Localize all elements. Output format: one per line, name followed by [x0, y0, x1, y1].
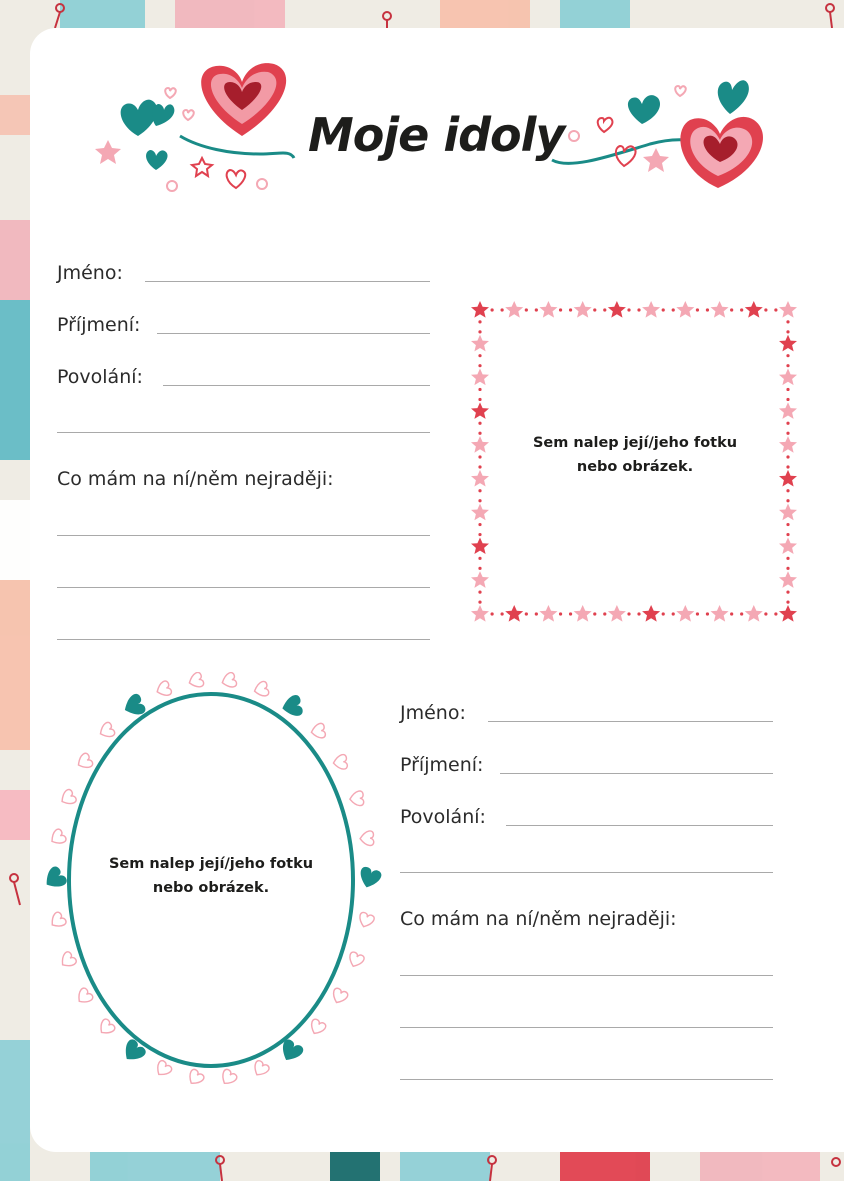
dot-icon — [478, 354, 481, 357]
dot-icon — [478, 499, 481, 502]
dot-icon — [525, 612, 528, 615]
dot-icon — [786, 533, 789, 536]
heart-icon — [75, 752, 94, 771]
dot-icon — [478, 557, 481, 560]
dot-icon — [696, 612, 699, 615]
heart-icon — [154, 680, 172, 699]
occupation-line-2 — [506, 825, 773, 826]
likes-heading-2 — [400, 902, 773, 932]
heart-icon — [357, 866, 383, 891]
surname-field[interactable] — [57, 308, 430, 338]
heart-icon — [251, 1059, 271, 1078]
dot-icon — [478, 422, 481, 425]
heart-icon — [218, 1068, 238, 1087]
heart-icon — [310, 723, 326, 740]
occupation-label: Povolání: — [57, 366, 143, 388]
dot-icon — [535, 308, 538, 311]
dot-icon — [662, 308, 665, 311]
dot-icon — [672, 612, 675, 615]
heart-icon — [333, 754, 348, 770]
dot-icon — [786, 591, 789, 594]
heart-icon — [97, 721, 116, 740]
likes-heading — [57, 462, 430, 492]
dot-icon — [491, 308, 494, 311]
dot-icon — [696, 308, 699, 311]
dot-icon — [786, 601, 789, 604]
dot-icon — [706, 612, 709, 615]
dot-icon — [764, 612, 767, 615]
dot-icon — [786, 557, 789, 560]
surname-field-2[interactable] — [400, 748, 773, 778]
occupation-extra-line-2[interactable] — [400, 872, 773, 873]
dot-icon — [478, 432, 481, 435]
star-icon — [779, 436, 797, 453]
star-icon — [471, 470, 489, 487]
dot-icon — [786, 567, 789, 570]
occupation-field-2[interactable] — [400, 800, 773, 830]
dot-icon — [740, 612, 743, 615]
star-icon — [608, 605, 626, 622]
occupation-field[interactable] — [57, 360, 430, 390]
star-icon — [779, 301, 797, 318]
heart-icon — [96, 1018, 116, 1038]
dot-icon — [478, 364, 481, 367]
dot-icon — [478, 523, 481, 526]
dot-icon — [478, 465, 481, 468]
star-icon — [779, 470, 797, 487]
heart-icon — [330, 987, 349, 1005]
heart-icon — [349, 791, 364, 807]
likes-line-3[interactable] — [57, 639, 430, 640]
photo-placeholder-text-2: Sem nalep její/jeho fotku nebo obrázek. — [108, 856, 314, 896]
star-icon — [779, 504, 797, 521]
dot-icon — [672, 308, 675, 311]
dot-icon — [569, 612, 572, 615]
dot-icon — [786, 354, 789, 357]
likes-line-2-3[interactable] — [400, 1079, 773, 1080]
dot-icon — [627, 612, 630, 615]
dot-icon — [603, 308, 606, 311]
heart-icon — [357, 911, 375, 929]
star-icon — [779, 402, 797, 419]
dot-icon — [786, 523, 789, 526]
star-icon — [642, 605, 660, 622]
likes-line-2-2[interactable] — [400, 1027, 773, 1028]
dot-icon — [559, 612, 562, 615]
surname-line-2 — [500, 773, 773, 774]
likes-line-2-1[interactable] — [400, 975, 773, 976]
dot-icon — [478, 601, 481, 604]
star-icon — [471, 571, 489, 588]
star-icon — [676, 301, 694, 318]
occupation-line — [163, 385, 430, 386]
star-icon — [574, 301, 592, 318]
occupation-label-2: Povolání: — [400, 806, 486, 828]
heart-icon — [185, 1068, 205, 1088]
heart-icon — [187, 672, 205, 690]
star-icon — [779, 537, 797, 554]
dot-icon — [774, 612, 777, 615]
heart-icon — [58, 950, 78, 970]
dot-icon — [786, 320, 789, 323]
star-icon — [505, 605, 523, 622]
surname-label-2: Příjmení: — [400, 754, 484, 776]
star-icon — [642, 301, 660, 318]
heart-icon — [308, 1018, 327, 1037]
heart-icon — [153, 1059, 173, 1079]
star-icon — [779, 369, 797, 386]
name-field[interactable] — [57, 256, 430, 286]
dot-icon — [774, 308, 777, 311]
name-field-2[interactable] — [400, 696, 773, 726]
occupation-extra-line[interactable] — [57, 432, 430, 433]
likes-label: Co mám na ní/něm nejraději: — [57, 468, 334, 490]
heart-icon — [58, 788, 77, 807]
heart-icon — [48, 828, 67, 848]
name-line-2 — [488, 721, 773, 722]
photo-placeholder-text-1: Sem nalep její/jeho fotku nebo obrázek. — [532, 435, 738, 475]
dot-icon — [662, 612, 665, 615]
star-icon — [574, 605, 592, 622]
dot-icon — [478, 388, 481, 391]
dot-icon — [706, 308, 709, 311]
heart-icon — [360, 831, 374, 846]
heart-icon — [74, 987, 94, 1007]
star-icon — [779, 571, 797, 588]
surname-label: Příjmení: — [57, 314, 141, 336]
star-icon — [471, 605, 489, 622]
dot-icon — [559, 308, 562, 311]
dot-icon — [478, 567, 481, 570]
star-icon — [779, 335, 797, 352]
heart-icon — [220, 672, 237, 690]
page-title: Moje idoly — [308, 108, 565, 162]
heart-icon — [48, 911, 68, 931]
star-icon — [711, 605, 729, 622]
name-line — [145, 281, 430, 282]
dot-icon — [786, 364, 789, 367]
dot-icon — [786, 455, 789, 458]
dot-icon — [501, 612, 504, 615]
dot-icon — [740, 308, 743, 311]
star-icon — [471, 301, 489, 318]
star-icon — [779, 605, 797, 622]
dot-icon — [478, 320, 481, 323]
dot-icon — [478, 591, 481, 594]
dot-icon — [569, 308, 572, 311]
dot-icon — [478, 533, 481, 536]
dot-icon — [730, 612, 733, 615]
heart-icon — [346, 951, 365, 969]
dot-icon — [786, 465, 789, 468]
heart-icon — [280, 694, 303, 719]
star-icon — [471, 402, 489, 419]
heart-icon — [253, 681, 270, 698]
dot-icon — [786, 422, 789, 425]
dot-icon — [535, 612, 538, 615]
star-icon — [471, 537, 489, 554]
dot-icon — [786, 388, 789, 391]
dot-icon — [478, 398, 481, 401]
star-icon — [471, 504, 489, 521]
star-icon — [539, 301, 557, 318]
star-icon — [745, 301, 763, 318]
star-icon — [505, 301, 523, 318]
name-label-2: Jméno: — [400, 702, 466, 724]
dot-icon — [786, 489, 789, 492]
dot-icon — [637, 308, 640, 311]
dot-icon — [525, 308, 528, 311]
surname-line — [157, 333, 430, 334]
dot-icon — [786, 398, 789, 401]
likes-line-2[interactable] — [57, 587, 430, 588]
dot-icon — [730, 308, 733, 311]
dot-icon — [627, 308, 630, 311]
dot-icon — [786, 330, 789, 333]
dot-icon — [478, 330, 481, 333]
dot-icon — [593, 612, 596, 615]
star-icon — [471, 436, 489, 453]
dot-icon — [786, 432, 789, 435]
likes-line-1[interactable] — [57, 535, 430, 536]
name-label: Jméno: — [57, 262, 123, 284]
dot-icon — [764, 308, 767, 311]
heart-icon — [41, 865, 69, 893]
star-icon — [471, 369, 489, 386]
dot-icon — [478, 489, 481, 492]
star-icon — [676, 605, 694, 622]
dot-icon — [603, 612, 606, 615]
star-icon — [745, 605, 763, 622]
dot-icon — [637, 612, 640, 615]
heart-icon — [201, 63, 286, 136]
dot-icon — [478, 455, 481, 458]
dot-icon — [491, 612, 494, 615]
star-icon — [471, 335, 489, 352]
star-icon — [608, 301, 626, 318]
dot-icon — [786, 499, 789, 502]
star-icon — [711, 301, 729, 318]
likes-label-2: Co mám na ní/něm nejraději: — [400, 908, 677, 930]
dot-icon — [593, 308, 596, 311]
dot-icon — [501, 308, 504, 311]
star-icon — [539, 605, 557, 622]
